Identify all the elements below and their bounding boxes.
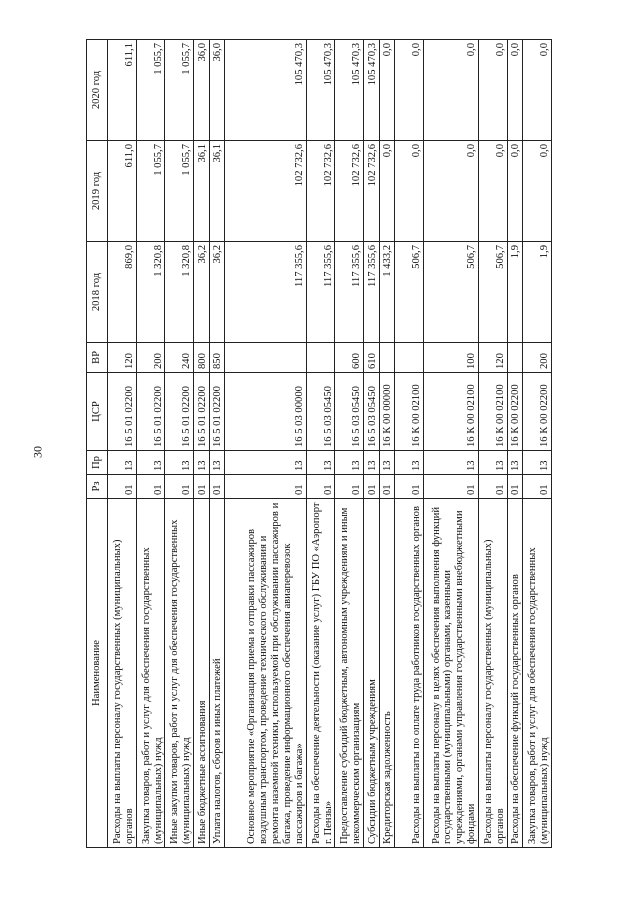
cell-rz: 01 [523, 475, 552, 499]
cell-csr: 16 5 01 02200 [209, 373, 224, 451]
cell-rz: 01 [423, 475, 478, 499]
budget-table [86, 39, 552, 848]
cell-rz: 01 [507, 475, 522, 499]
cell-2019: 1 055,7 [136, 141, 165, 242]
cell-name: Расходы на выплаты по оплате труда работников государственных органов [395, 499, 424, 848]
header-csr: ЦСР [87, 373, 108, 451]
cell-2019: 0,0 [507, 141, 522, 242]
cell-name: Основное мероприятие «Организация приема и отправки пассажиров воздушным транспортом, проведение технического обслуживания и ремонта наземной техники, используемой при обслуживании пассажиров и багажа, проведение информационного обеспечения авиаперевозок пассажиров и багажа» [225, 499, 307, 848]
cell-2020: 105 470,3 [306, 40, 335, 141]
cell-csr: 16 5 01 02200 [136, 373, 165, 451]
cell-vr: 200 [136, 343, 165, 373]
cell-name: Иные бюджетные ассигнования [194, 499, 209, 848]
cell-2018: 1,9 [507, 242, 522, 343]
cell-2020: 1 055,7 [165, 40, 194, 141]
cell-name: Расходы на обеспечение функций государственных органов [507, 499, 522, 848]
cell-2018: 869,0 [108, 242, 137, 343]
page-number: 30 [30, 446, 45, 458]
cell-rz: 01 [478, 475, 507, 499]
cell-pr: 13 [194, 451, 209, 475]
cell-pr: 13 [136, 451, 165, 475]
header-2019: 2019 год [87, 141, 108, 242]
cell-rz: 01 [364, 475, 379, 499]
cell-vr: 850 [209, 343, 224, 373]
cell-2018: 117 355,6 [225, 242, 307, 343]
cell-rz: 01 [165, 475, 194, 499]
cell-2020: 0,0 [507, 40, 522, 141]
cell-csr: 16 К 00 02200 [507, 373, 522, 451]
cell-pr: 13 [423, 451, 478, 475]
cell-2020: 0,0 [379, 40, 394, 141]
cell-vr [306, 343, 335, 373]
cell-2020: 611,1 [108, 40, 137, 141]
cell-2019: 102 732,6 [335, 141, 364, 242]
cell-2019: 36,1 [194, 141, 209, 242]
cell-2018: 1,9 [523, 242, 552, 343]
header-2020: 2020 год [87, 40, 108, 141]
cell-csr: 16 5 01 02200 [194, 373, 209, 451]
cell-2018: 117 355,6 [364, 242, 379, 343]
cell-rz: 01 [209, 475, 224, 499]
cell-2019: 102 732,6 [364, 141, 379, 242]
table-row [306, 40, 335, 848]
rotated-table-container [86, 40, 552, 848]
cell-csr: 16 К 00 02100 [478, 373, 507, 451]
cell-vr: 610 [364, 343, 379, 373]
cell-vr: 120 [478, 343, 507, 373]
table-row [478, 40, 507, 848]
cell-vr: 100 [423, 343, 478, 373]
table-row [423, 40, 478, 848]
cell-2019: 0,0 [523, 141, 552, 242]
cell-name: Расходы на выплаты персоналу государственных (муниципальных) органов [108, 499, 137, 848]
cell-rz: 01 [194, 475, 209, 499]
cell-name: Расходы на выплаты персоналу государственных (муниципальных) органов [478, 499, 507, 848]
cell-2019: 611,0 [108, 141, 137, 242]
cell-csr: 16 5 01 02200 [108, 373, 137, 451]
cell-2020: 1 055,7 [136, 40, 165, 141]
cell-2019: 0,0 [379, 141, 394, 242]
table-row [395, 40, 424, 848]
cell-name: Кредиторская задолженность [379, 499, 394, 848]
cell-pr: 13 [225, 451, 307, 475]
cell-vr [395, 343, 424, 373]
cell-2020: 105 470,3 [335, 40, 364, 141]
cell-2019: 102 732,6 [225, 141, 307, 242]
cell-2018: 506,7 [478, 242, 507, 343]
cell-rz: 01 [395, 475, 424, 499]
cell-2020: 0,0 [423, 40, 478, 141]
cell-2020: 0,0 [523, 40, 552, 141]
header-2018: 2018 год [87, 242, 108, 343]
cell-2020: 36,0 [209, 40, 224, 141]
cell-pr: 13 [165, 451, 194, 475]
cell-2020: 0,0 [478, 40, 507, 141]
cell-name: Субсидии бюджетным учреждениям [364, 499, 379, 848]
cell-pr: 13 [379, 451, 394, 475]
cell-vr: 600 [335, 343, 364, 373]
cell-2018: 117 355,6 [306, 242, 335, 343]
cell-pr: 13 [395, 451, 424, 475]
cell-pr: 13 [335, 451, 364, 475]
cell-name: Иные закупки товаров, работ и услуг для обеспечения государственных (муниципальных) нужд [165, 499, 194, 848]
cell-2019: 0,0 [395, 141, 424, 242]
cell-vr: 800 [194, 343, 209, 373]
cell-2019: 36,1 [209, 141, 224, 242]
cell-rz: 01 [335, 475, 364, 499]
header-rz: Рз [87, 475, 108, 499]
cell-2018: 1 320,8 [165, 242, 194, 343]
cell-csr: 16 5 03 00000 [225, 373, 307, 451]
cell-csr: 16 К 00 02200 [523, 373, 552, 451]
cell-csr: 16 5 03 05450 [335, 373, 364, 451]
cell-vr: 240 [165, 343, 194, 373]
cell-pr: 13 [108, 451, 137, 475]
cell-csr: 16 К 00 02100 [395, 373, 424, 451]
cell-name: Предоставление субсидий бюджетным, автономным учреждениям и иным некоммерческим организациям [335, 499, 364, 848]
cell-rz: 01 [306, 475, 335, 499]
cell-vr: 200 [523, 343, 552, 373]
cell-2018: 36,2 [209, 242, 224, 343]
cell-2020: 36,0 [194, 40, 209, 141]
cell-2019: 0,0 [423, 141, 478, 242]
cell-csr: 16 К 00 00000 [379, 373, 394, 451]
table-row [108, 40, 137, 848]
table-row [209, 40, 224, 848]
cell-2019: 1 055,7 [165, 141, 194, 242]
cell-2019: 0,0 [478, 141, 507, 242]
cell-name: Расходы на обеспечение деятельности (оказание услуг) ГБУ ПО «Аэропорт г. Пензы» [306, 499, 335, 848]
cell-csr: 16 5 01 02200 [165, 373, 194, 451]
table-row [523, 40, 552, 848]
cell-pr: 13 [523, 451, 552, 475]
cell-2020: 105 470,3 [364, 40, 379, 141]
table-row [225, 40, 307, 848]
header-name: Наименование [87, 499, 108, 848]
cell-rz: 01 [108, 475, 137, 499]
cell-csr: 16 К 00 02100 [423, 373, 478, 451]
cell-rz: 01 [225, 475, 307, 499]
cell-rz: 01 [379, 475, 394, 499]
cell-vr: 120 [108, 343, 137, 373]
cell-2018: 36,2 [194, 242, 209, 343]
table-row [136, 40, 165, 848]
cell-2020: 0,0 [395, 40, 424, 141]
table-row [165, 40, 194, 848]
cell-pr: 13 [507, 451, 522, 475]
cell-name: Уплата налогов, сборов и иных платежей [209, 499, 224, 848]
cell-name: Расходы на выплаты персоналу в целях обеспечения выполнения функций государственными (муниципальными) органами, казенными учреждениями, органами управления государственными внебюджетными фондами [423, 499, 478, 848]
cell-2019: 102 732,6 [306, 141, 335, 242]
cell-2020: 105 470,3 [225, 40, 307, 141]
cell-vr [225, 343, 307, 373]
cell-csr: 16 5 03 05450 [364, 373, 379, 451]
table-header-row [87, 40, 108, 848]
table-row [335, 40, 364, 848]
table-row [364, 40, 379, 848]
cell-name: Закупка товаров, работ и услуг для обеспечения государственных (муниципальных) нужд [136, 499, 165, 848]
cell-2018: 506,7 [395, 242, 424, 343]
cell-2018: 506,7 [423, 242, 478, 343]
cell-csr: 16 5 03 05450 [306, 373, 335, 451]
cell-vr [379, 343, 394, 373]
cell-pr: 13 [306, 451, 335, 475]
table-row [507, 40, 522, 848]
cell-pr: 13 [478, 451, 507, 475]
cell-rz: 01 [136, 475, 165, 499]
table-row [379, 40, 394, 848]
cell-2018: 117 355,6 [335, 242, 364, 343]
table-row [194, 40, 209, 848]
cell-2018: 1 320,8 [136, 242, 165, 343]
cell-pr: 13 [364, 451, 379, 475]
cell-pr: 13 [209, 451, 224, 475]
cell-vr [507, 343, 522, 373]
header-vr: ВР [87, 343, 108, 373]
cell-2018: 1 433,2 [379, 242, 394, 343]
header-pr: Пр [87, 451, 108, 475]
cell-name: Закупка товаров, работ и услуг для обеспечения государственных (муниципальных) нужд [523, 499, 552, 848]
